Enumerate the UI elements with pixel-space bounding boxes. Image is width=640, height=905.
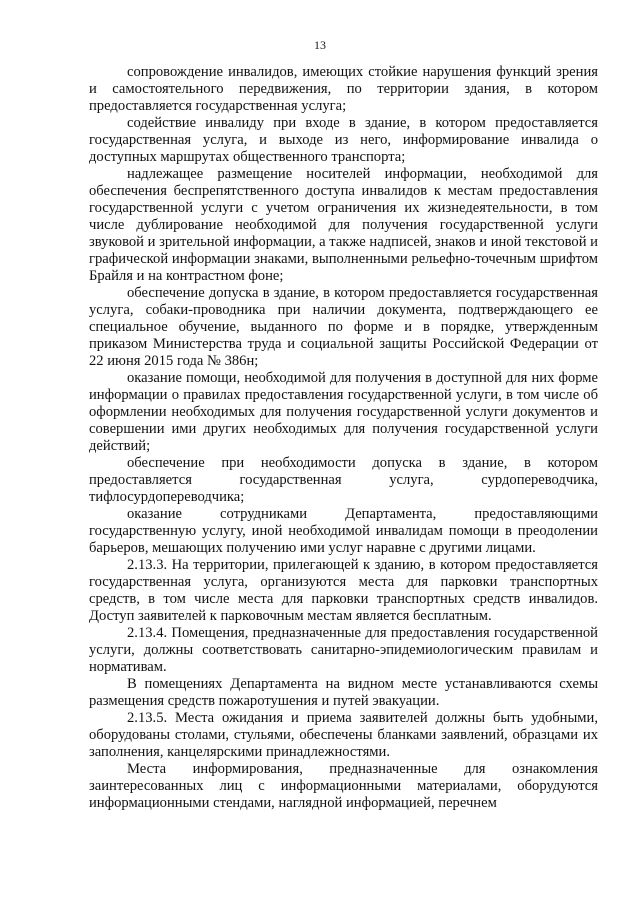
paragraph-guide-dog-admission: обеспечение допуска в здание, в котором предоставляется государственная услуга, собаки-проводника при наличии документа, подтверждающего ее специальное обучение, выданного по форме и в порядке, утвержденным приказом Министерства труда и социальной защиты Российской Федерации от 22 июня 2015 года № 386н; <box>89 285 598 369</box>
paragraph-information-help: оказание помощи, необходимой для получения в доступной для них форме информации о правилах предоставления государственной услуги, в том числе об оформлении необходимых для получения государственной услуги документов и совершении ими других необходимых для получения государственной услуги действий; <box>89 370 598 454</box>
paragraph-2-13-5-waiting-areas: 2.13.5. Места ожидания и приема заявителей должны быть удобными, оборудованы столами, стульями, обеспечены бланками заявлений, образцами их заполнения, канцелярскими принадлежностями. <box>89 710 598 760</box>
page-number: 13 <box>314 38 326 52</box>
document-body <box>89 64 598 812</box>
paragraph-information-placement: надлежащее размещение носителей информации, необходимой для обеспечения беспрепятственного доступа инвалидов к местам предоставления государственной услуги с учетом ограничения их жизнедеятельности, в том числе дублирование необходимой для получения государственной услуги звуковой и зрительной информации, а также надписей, знаков и иной текстовой и графической информации знаками, выполненными рельефно-точечным шрифтом Брайля и на контрастном фоне; <box>89 166 598 284</box>
paragraph-information-areas: Места информирования, предназначенные для ознакомления заинтересованных лиц с информационными материалами, оборудуются информационными стендами, наглядной информацией, перечнем <box>89 761 598 811</box>
paragraph-entrance-assistance: содействие инвалиду при входе в здание, в котором предоставляется государственная услуга, и выходе из него, информирование инвалида о доступных маршрутах общественного транспорта; <box>89 115 598 165</box>
paragraph-escort-disabled: сопровождение инвалидов, имеющих стойкие нарушения функций зрения и самостоятельного передвижения, по территории здания, в котором предоставляется государственная услуга; <box>89 64 598 114</box>
paragraph-staff-assistance: оказание сотрудниками Департамента, предоставляющими государственную услугу, иной необходимой инвалидам помощи в преодолении барьеров, мешающих получению ими услуг наравне с другими лицами. <box>89 506 598 556</box>
paragraph-sign-interpreter: обеспечение при необходимости допуска в здание, в котором предоставляется государственная услуга, сурдопереводчика, тифлосурдопереводчика; <box>89 455 598 505</box>
paragraph-evacuation-schemes: В помещениях Департамента на видном месте устанавливаются схемы размещения средств пожаротушения и путей эвакуации. <box>89 676 598 709</box>
paragraph-2-13-4-premises: 2.13.4. Помещения, предназначенные для предоставления государственной услуги, должны соответствовать санитарно-эпидемиологическим правилам и нормативам. <box>89 625 598 675</box>
paragraph-2-13-3-parking: 2.13.3. На территории, прилегающей к зданию, в котором предоставляется государственная услуга, организуются места для парковки транспортных средств, в том числе места для парковки транспортных средств инвалидов. Доступ заявителей к парковочным местам является бесплатным. <box>89 557 598 624</box>
